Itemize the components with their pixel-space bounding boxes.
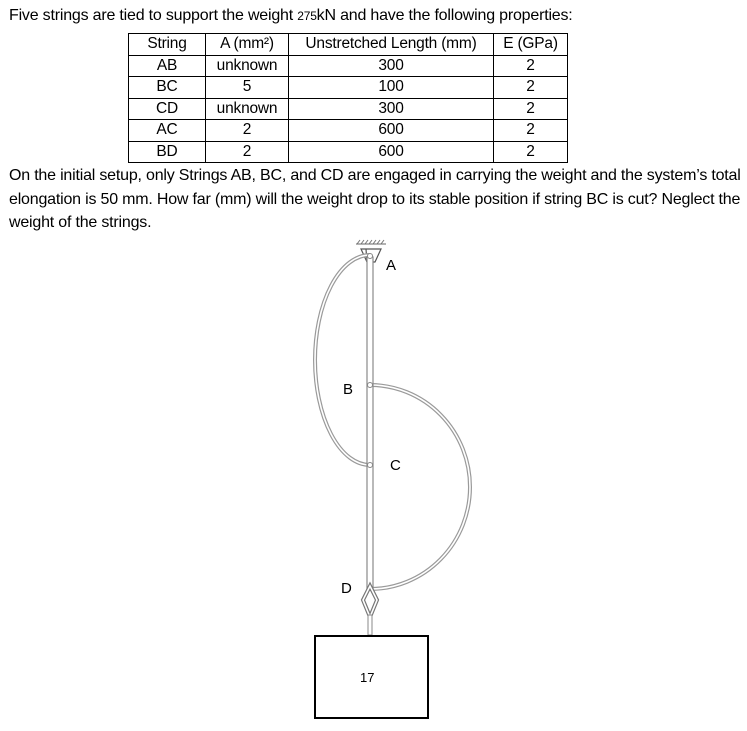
node-c (368, 463, 373, 468)
question-line: elongation is 50 mm. How far (mm) will the weight drop to its stable position if string BC is cut? Neglect the (9, 190, 741, 208)
column-header: A (mm²) (206, 34, 289, 56)
string-bd-arc (370, 385, 470, 589)
column-header: Unstretched Length (mm) (289, 34, 494, 56)
table-cell: AB (129, 55, 206, 77)
label-d: D (341, 580, 352, 597)
table-cell: 300 (289, 55, 494, 77)
string-ac-arc (315, 255, 370, 465)
table-cell: 2 (494, 77, 568, 99)
table-cell: 600 (289, 120, 494, 142)
table-cell: 2 (494, 98, 568, 120)
ceiling-support (356, 240, 386, 244)
question-line: weight of the strings. (9, 214, 152, 231)
table-cell: BC (129, 77, 206, 99)
column-header: String (129, 34, 206, 56)
table-cell: 2 (494, 120, 568, 142)
intro-text-before: Five strings are tied to support the weight (9, 7, 298, 24)
weight-label: 17 (360, 670, 375, 685)
table-cell: 2 (494, 55, 568, 77)
vertical-strings (367, 257, 373, 590)
label-a: A (386, 257, 397, 274)
table-cell: AC (129, 120, 206, 142)
table-cell: 2 (206, 120, 289, 142)
table-cell: 100 (289, 77, 494, 99)
table-cell: 600 (289, 141, 494, 163)
label-b: B (343, 381, 354, 398)
table-cell: BD (129, 141, 206, 163)
table-cell: unknown (206, 55, 289, 77)
table-cell: 300 (289, 98, 494, 120)
table-cell: 2 (206, 141, 289, 163)
question-line: On the initial setup, only Strings AB, BC, and CD are engaged in carrying the weight and the system’s total (9, 167, 741, 184)
label-c: C (390, 457, 401, 474)
hook-shackle (363, 586, 377, 635)
weight-value: 275 (297, 9, 317, 23)
column-header: E (GPa) (494, 34, 568, 56)
table-cell: unknown (206, 98, 289, 120)
table-cell: 2 (494, 141, 568, 163)
table-cell: CD (129, 98, 206, 120)
intro-text-after: kN and have the following properties: (316, 7, 573, 24)
node-b (368, 383, 373, 388)
table-cell: 5 (206, 77, 289, 99)
node-a (368, 254, 373, 259)
